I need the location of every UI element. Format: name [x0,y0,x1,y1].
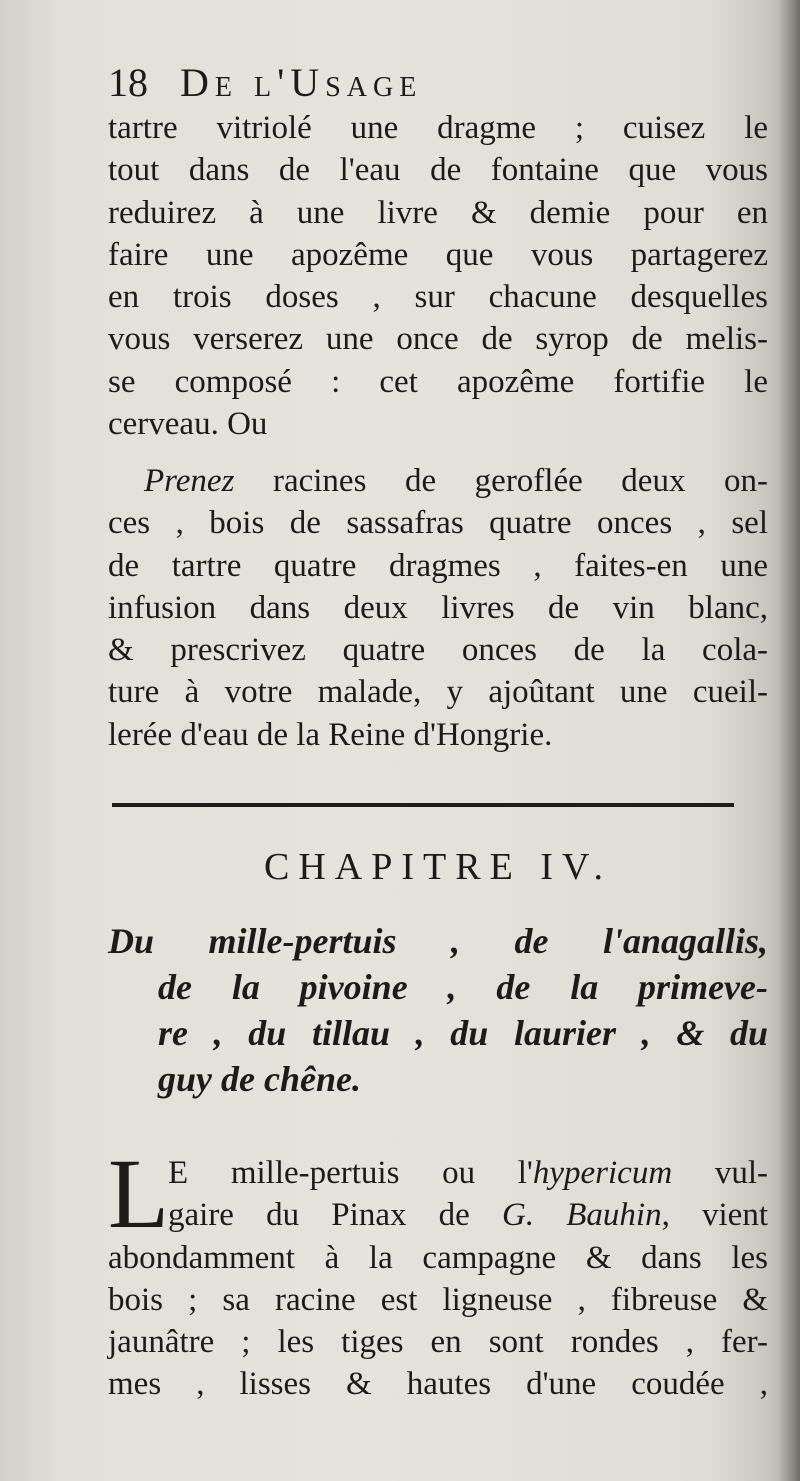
chapter-heading: CHAPITRE IV. [264,846,612,888]
text-line: cerveau. Ou [108,406,268,443]
text-span: vul- [672,1155,768,1191]
text-span: gaire du Pinax de [168,1197,502,1234]
paragraph-3 [108,1138,768,1406]
text-line: reduirez à une livre & demie pour en [108,194,768,231]
page-edge-shadow [778,0,800,1481]
paragraph-3-text [108,1138,768,1406]
subtitle-line: re , du tillau , du laurier , & du [158,1013,768,1053]
subtitle-line: Du mille-pertuis , de l'anagallis, [108,921,768,961]
chapter-subtitle [108,918,768,1102]
emphasis-prenez: Prenez [144,463,235,499]
text-line: vous verserez une once de syrop de melis- [108,321,768,358]
text-line: lerée d'eau de la Reine d'Hongrie. [108,716,553,753]
text-line: infusion dans deux livres de vin blanc, [108,589,768,626]
text-span: E mille-pertuis ou l' [168,1155,533,1191]
text-line: se composé : cet apozême fortifie le [108,363,768,400]
text-line: tout dans de l'eau de fontaine que vous [108,152,768,189]
emphasis-bauhin: G. Bauhin [501,1197,662,1234]
subtitle-line: de la pivoine , de la primeve- [158,967,768,1007]
text-line: tartre vitriolé une dragme ; cuisez le [108,110,768,146]
running-header [108,60,788,106]
text-span: racines de geroflée deux on- [234,463,768,499]
text-line [108,1194,768,1236]
page-number: 18 [108,60,148,105]
text-line: en trois doses , sur chacune desquelles [108,279,768,316]
text-line [108,1152,768,1194]
horizontal-rule [112,803,734,807]
paragraph-2 [108,460,768,756]
drop-cap: L [108,1138,170,1249]
text-span: , vient [661,1197,768,1234]
subtitle-line: guy de chêne. [158,1059,361,1099]
text-line: & prescrivez quatre onces de la cola- [108,632,768,669]
paragraph-1 [108,107,768,445]
text-line: bois ; sa racine est ligneuse , fibreuse & [108,1281,768,1318]
text-line [108,460,768,502]
text-line: de tartre quatre dragmes , faites-en une [108,547,768,584]
text-line: mes , lisses & hautes d'une coudée , [108,1366,768,1403]
text-line: ture à votre malade, y ajoûtant une cueil- [108,674,768,711]
text-line: jaunâtre ; les tiges en sont rondes , fer- [108,1324,768,1361]
text-line: abondamment à la campagne & dans les [108,1239,768,1276]
emphasis-hypericum: hypericum [532,1155,673,1191]
text-line: faire une apozême que vous partagerez [108,236,768,273]
text-line: ces , bois de sassafras quatre onces , sel [108,505,768,542]
running-title: De l'Usage [180,60,423,105]
